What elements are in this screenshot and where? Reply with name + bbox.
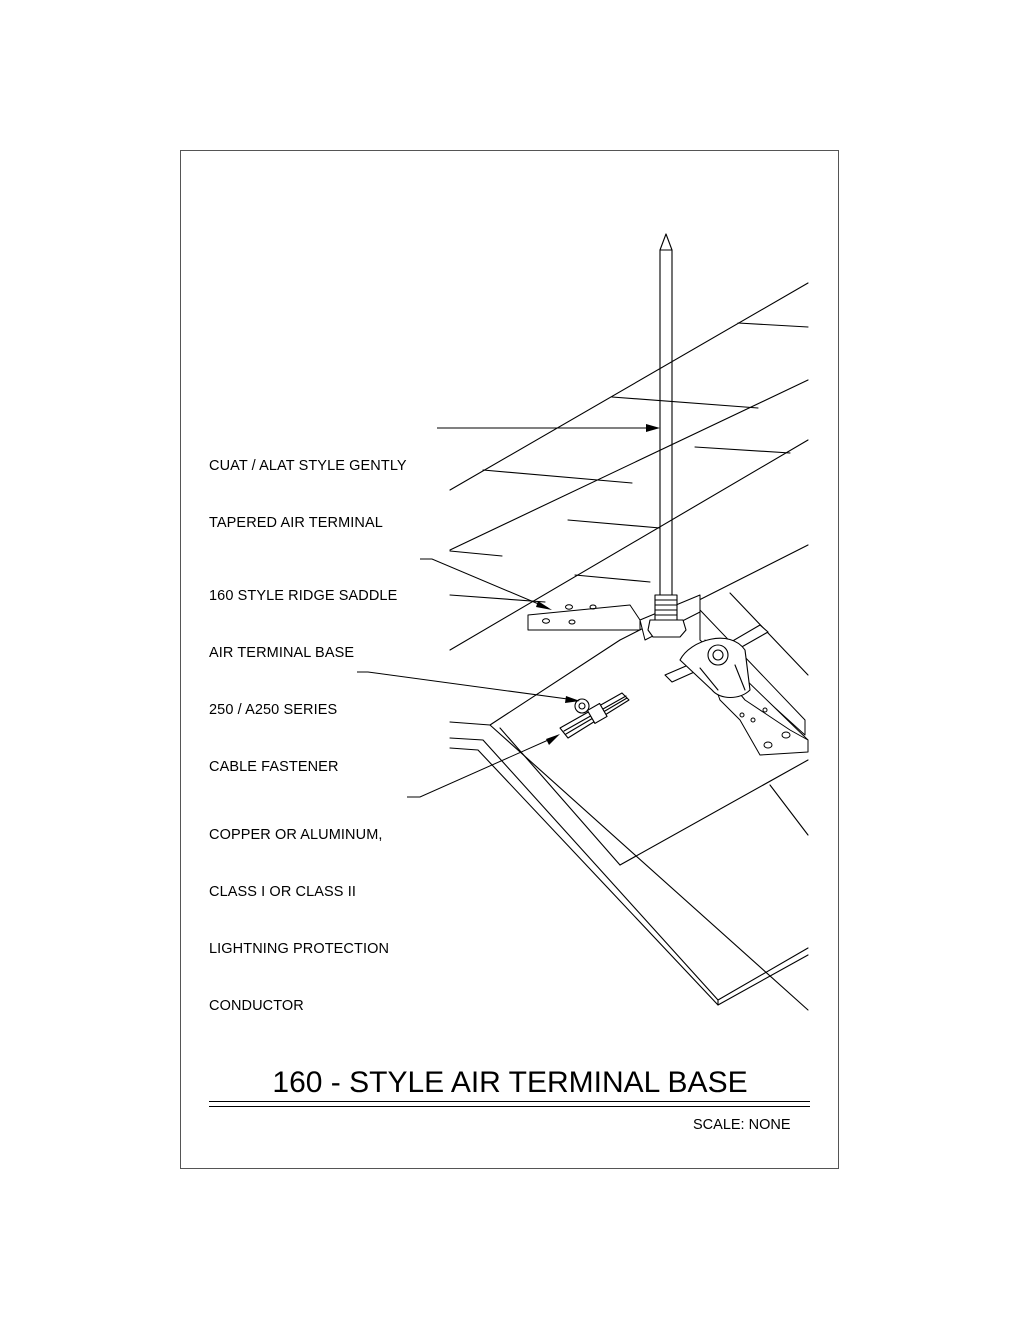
drawing-title: 160 - STYLE AIR TERMINAL BASE	[272, 1066, 748, 1099]
callout-line: LIGHTNING PROTECTION	[209, 941, 390, 957]
callout-line: AIR TERMINAL BASE	[209, 645, 355, 661]
roof-shingles	[450, 283, 808, 650]
callout-line: CLASS I OR CLASS II	[209, 884, 356, 900]
callout-line: COPPER OR ALUMINUM,	[209, 827, 383, 843]
air-terminal-rod	[648, 234, 686, 637]
callout-line: 250 / A250 SERIES	[209, 702, 338, 718]
callout-line: CABLE FASTENER	[209, 759, 339, 775]
callout-line: TAPERED AIR TERMINAL	[209, 515, 383, 531]
callout-conductor	[209, 788, 389, 1035]
callout-line: 160 STYLE RIDGE SADDLE	[209, 588, 398, 604]
callout-line: CUAT / ALAT STYLE GENTLY	[209, 458, 407, 474]
callout-air-terminal	[209, 419, 407, 552]
scale-note: SCALE: NONE	[693, 1117, 791, 1133]
callout-cable-fastener	[209, 663, 339, 796]
title-underline	[209, 1101, 810, 1102]
callout-line: CONDUCTOR	[209, 998, 304, 1014]
title-underline-thin	[209, 1106, 810, 1107]
